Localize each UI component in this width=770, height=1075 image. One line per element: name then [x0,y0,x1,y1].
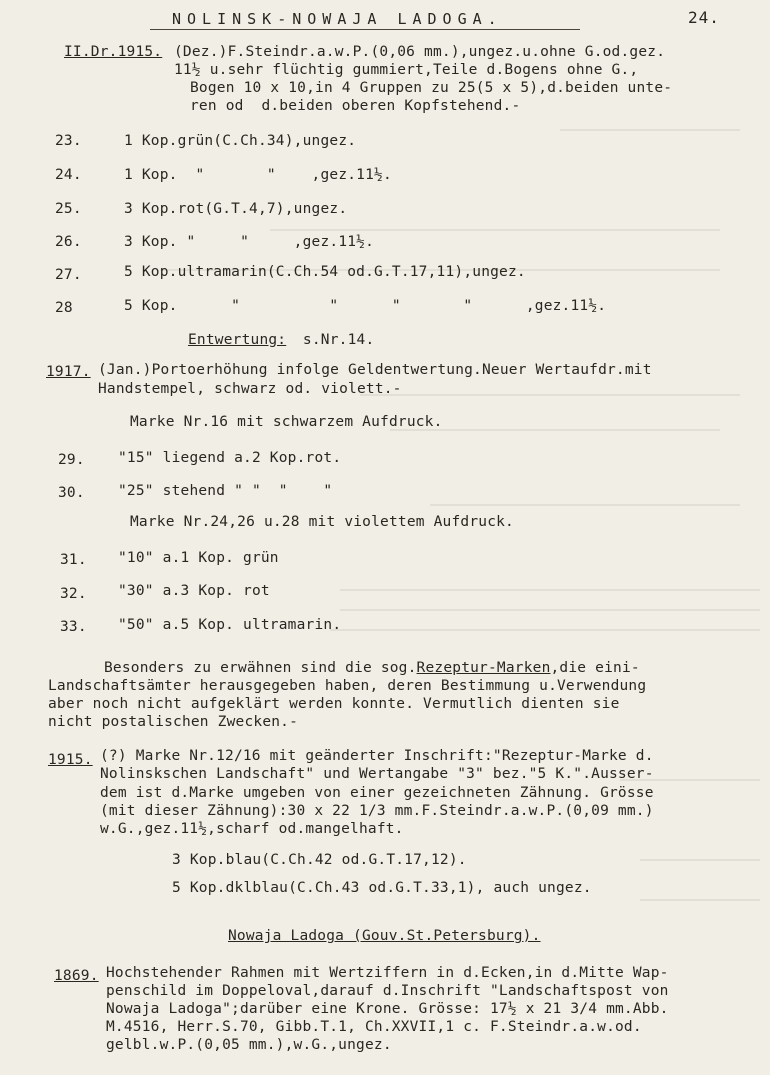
rezeptur-line-1: Besonders zu erwähnen sind die sog.Rezeptur-Marken,die eini- [104,660,640,676]
rezeptur-item: 3 Kop.blau(C.Ch.42 od.G.T.17,12). [172,852,467,868]
issue-1869-line-3: Nowaja Ladoga";darüber eine Krone. Grösse: 17½ x 21 3/4 mm.Abb. [106,1001,669,1017]
rezeptur-line-4: nicht postalischen Zwecken.- [48,714,299,730]
header-underline [150,29,580,30]
issue-1915b-line-3: dem ist d.Marke umgeben von einer gezeichneten Zähnung. Grösse [100,785,654,801]
page-header-title: NOLINSK-NOWAJA LADOGA. [172,10,503,28]
violet-overprint-note: Marke Nr.24,26 u.28 mit violettem Aufdruck. [130,514,514,530]
issue-1915-line-2: 11½ u.sehr flüchtig gummiert,Teile d.Bogens ohne G., [174,62,639,78]
issue-1869-line-4: M.4516, Herr.S.70, Gibb.T.1, Ch.XXVII,1 c. F.Steindr.a.w.od. [106,1019,642,1035]
item-number: 27. [55,267,82,283]
issue-1915-label: II.Dr.1915. [64,44,163,60]
entwertung-label: Entwertung: [188,332,287,348]
entwertung-text: s.Nr.14. [294,332,375,348]
issue-1869-line-1: Hochstehender Rahmen mit Wertziffern in d.Ecken,in d.Mitte Wap- [106,965,669,981]
issue-1869-line-2: penschild im Doppeloval,darauf d.Inschrift "Landschaftspost von [106,983,669,999]
item-number: 24. [55,167,82,183]
item-text: "30" a.3 Kop. rot [118,583,270,599]
item-text: 3 Kop.rot(G.T.4,7),ungez. [124,201,348,217]
item-text: "15" liegend a.2 Kop.rot. [118,450,342,466]
page-number: 24. [688,8,720,27]
issue-1917-line-2: Handstempel, schwarz od. violett.- [98,381,402,397]
item-text: 1 Kop. " " ,gez.11½. [124,167,392,183]
item-number: 25. [55,201,82,217]
issue-1915b-line-2: Nolinskschen Landschaft" und Wertangabe "3" bez."5 K.".Ausser- [100,766,654,782]
issue-1917-line-1: (Jan.)Portoerhöhung infolge Geldentwertung.Neuer Wertaufdr.mit [98,362,652,378]
item-text: "25" stehend " " " " [118,483,333,499]
issue-1915-line-3: Bogen 10 x 10,in 4 Gruppen zu 25(5 x 5),d.beiden unte- [190,80,673,96]
issue-1915-line-1: (Dez.)F.Steindr.a.w.P.(0,06 mm.),ungez.u.ohne G.od.gez. [174,44,666,60]
item-text: "10" a.1 Kop. grün [118,550,279,566]
item-text: 1 Kop.grün(C.Ch.34),ungez. [124,133,357,149]
issue-1915b-label: 1915. [48,752,93,768]
item-number: 28 [55,300,73,316]
item-number: 33. [60,619,87,635]
item-number: 31. [60,552,87,568]
issue-1915b-line-1: (?) Marke Nr.12/16 mit geänderter Inschrift:"Rezeptur-Marke d. [100,748,654,764]
rezeptur-line-3: aber noch nicht aufgeklärt werden konnte. Vermutlich dienten sie [48,696,620,712]
item-number: 23. [55,133,82,149]
item-text: "50" a.5 Kop. ultramarin. [118,617,342,633]
item-number: 26. [55,234,82,250]
item-text: 5 Kop. " " " " ,gez.11½. [124,298,607,314]
rezeptur-line-2: Landschaftsämter herausgegeben haben, deren Bestimmung u.Verwendung [48,678,647,694]
issue-1915-line-4: ren od d.beiden oberen Kopfstehend.- [190,98,521,114]
nowaja-ladoga-heading: Nowaja Ladoga (Gouv.St.Petersburg). [228,928,541,944]
black-overprint-note: Marke Nr.16 mit schwarzem Aufdruck. [130,414,443,430]
item-number: 30. [58,485,85,501]
issue-1869-line-5: gelbl.w.P.(0,05 mm.),w.G.,ungez. [106,1037,392,1053]
rezeptur-item: 5 Kop.dklblau(C.Ch.43 od.G.T.33,1), auch ungez. [172,880,592,896]
item-text: 3 Kop. " " ,gez.11½. [124,234,375,250]
issue-1915b-line-5: w.G.,gez.11½,scharf od.mangelhaft. [100,821,404,837]
issue-1915b-line-4: (mit dieser Zähnung):30 x 22 1/3 mm.F.Steindr.a.w.P.(0,09 mm.) [100,803,654,819]
issue-1869-label: 1869. [54,968,99,984]
rezeptur-marken-term: Rezeptur-Marken [416,660,551,676]
issue-1917-label: 1917. [46,364,91,380]
item-number: 32. [60,586,87,602]
item-number: 29. [58,452,85,468]
item-text: 5 Kop.ultramarin(C.Ch.54 od.G.T.17,11),ungez. [124,264,526,280]
